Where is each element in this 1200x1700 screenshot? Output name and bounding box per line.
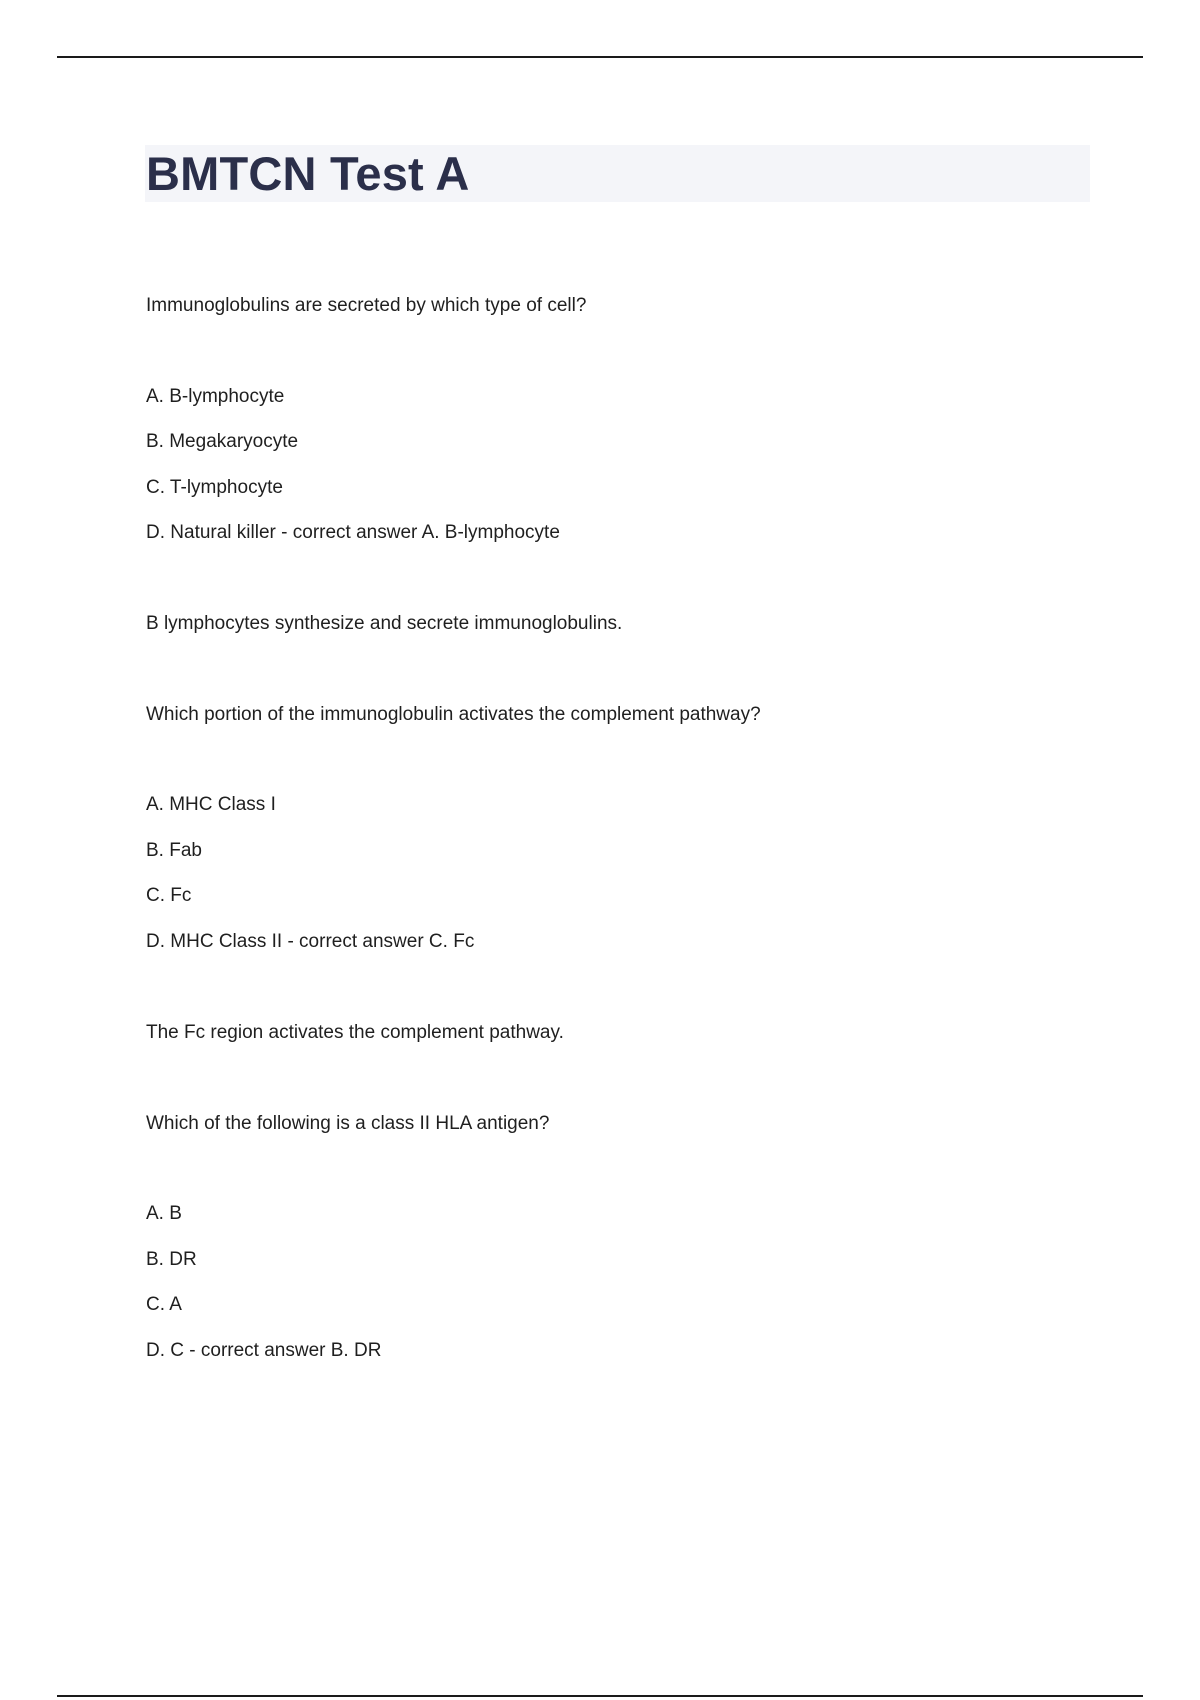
question-3-option-b: B. DR	[146, 1249, 197, 1270]
question-2-option-c: C. Fc	[146, 885, 192, 906]
question-1-option-d-answer: D. Natural killer - correct answer A. B-lymphocyte	[146, 522, 560, 543]
question-1-prompt: Immunoglobulins are secreted by which type of cell?	[146, 295, 587, 316]
question-2-explanation: The Fc region activates the complement pathway.	[146, 1022, 564, 1043]
question-3-option-c: C. A	[146, 1294, 182, 1315]
question-2-prompt: Which portion of the immunoglobulin activates the complement pathway?	[146, 704, 761, 725]
question-1-option-b: B. Megakaryocyte	[146, 431, 299, 452]
document-title: BMTCN Test A	[146, 147, 470, 200]
question-1-option-c: C. T-lymphocyte	[146, 477, 283, 498]
question-1-option-a: A. B-lymphocyte	[146, 386, 285, 407]
question-3-option-d-answer: D. C - correct answer B. DR	[146, 1340, 382, 1361]
question-2-option-a: A. MHC Class I	[146, 794, 276, 815]
question-1-explanation: B lymphocytes synthesize and secrete immunoglobulins.	[146, 613, 623, 634]
question-3-prompt: Which of the following is a class II HLA antigen?	[146, 1113, 550, 1134]
question-2-option-b: B. Fab	[146, 840, 202, 861]
question-3-option-a: A. B	[146, 1203, 182, 1224]
footer-rule	[57, 1695, 1143, 1697]
question-2-option-d-answer: D. MHC Class II - correct answer C. Fc	[146, 931, 475, 952]
header-rule	[57, 56, 1143, 58]
